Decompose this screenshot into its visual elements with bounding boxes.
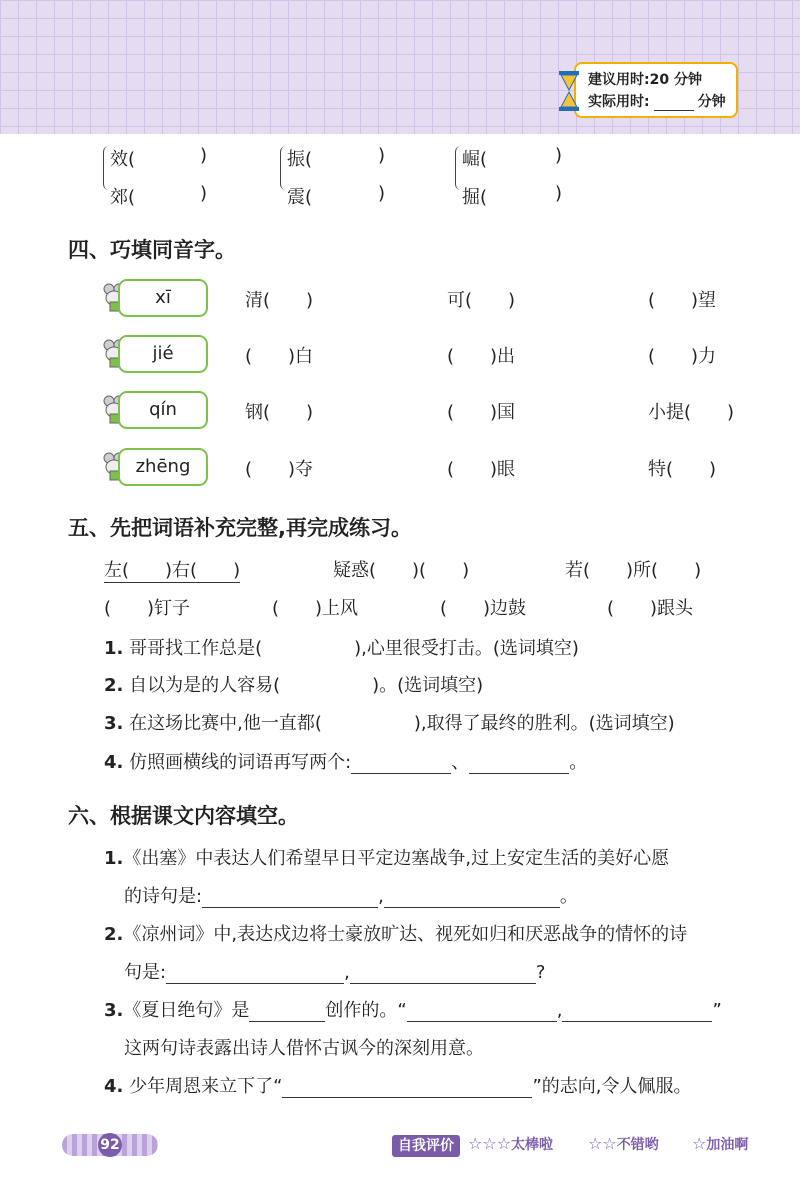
fill-item[interactable]: ( )力 — [648, 346, 717, 367]
word-fill[interactable]: ( )钉子 — [104, 598, 191, 619]
fill-item[interactable]: 清( ) — [245, 290, 314, 311]
s6-question-1-line1: 1.《出塞》中表达人们希望早日平定边塞战争,过上安定生活的美好心愿 — [104, 848, 670, 869]
self-eval-good[interactable]: ☆☆不错哟 — [588, 1134, 659, 1153]
suggest-time: 建议用时:20 分钟 — [588, 72, 702, 88]
page-number: 92 — [98, 1133, 122, 1157]
s5-question-4: 4. 仿照画横线的词语再写两个: 、 。 — [104, 752, 588, 773]
self-eval-label: 自我评价 — [392, 1135, 460, 1157]
pinyin-box: jié — [118, 335, 208, 373]
section-5-title: 五、先把词语补充完整,再完成练习。 — [68, 516, 412, 540]
answer-line[interactable] — [469, 755, 569, 774]
fill-item[interactable]: 特( ) — [648, 459, 717, 480]
word-fill[interactable]: ( )边鼓 — [440, 598, 527, 619]
star-icon: ☆ — [692, 1134, 707, 1153]
word-fill[interactable]: 疑惑( )( ) — [333, 560, 470, 581]
s6-question-3-line2: 这两句诗表露出诗人借怀古讽今的深刻用意。 — [124, 1038, 484, 1059]
s5-question-3: 3. 在这场比赛中,他一直都( ),取得了最终的胜利。(选词填空) — [104, 713, 675, 734]
section-6-title: 六、根据课文内容填空。 — [68, 804, 299, 828]
pair-1-bottom: 郊( — [110, 187, 136, 208]
pair-3-bottom-close: ) — [555, 183, 563, 204]
pair-1-top: 效( — [110, 149, 136, 170]
pair-1-top-close: ) — [200, 145, 208, 166]
word-fill[interactable]: 左( )右( ) — [104, 556, 240, 583]
fill-item[interactable]: 钢( ) — [245, 402, 314, 423]
answer-line[interactable] — [166, 965, 344, 984]
answer-line[interactable] — [282, 1079, 532, 1098]
answer-line[interactable] — [562, 1003, 712, 1022]
fill-item[interactable]: ( )眼 — [447, 459, 516, 480]
s6-question-2-line1: 2.《凉州词》中,表达戍边将士豪放旷达、视死如归和厌恶战争的情怀的诗 — [104, 924, 688, 945]
fill-item[interactable]: ( )白 — [245, 346, 314, 367]
section-4-title: 四、巧填同音字。 — [68, 238, 236, 262]
pair-1-bottom-close: ) — [200, 183, 208, 204]
s6-question-3-line1: 3.《夏日绝句》是 创作的。“ , ” — [104, 1000, 722, 1021]
pair-3-top: 崛( — [462, 149, 488, 170]
self-eval-try[interactable]: ☆加油啊 — [692, 1134, 749, 1153]
pair-3-top-close: ) — [555, 145, 563, 166]
s6-question-4: 4. 少年周恩来立下了“ ”的志向,令人佩服。 — [104, 1076, 692, 1097]
word-fill[interactable]: 若( )所( ) — [565, 560, 702, 581]
fill-item[interactable]: ( )夺 — [245, 459, 314, 480]
answer-line[interactable] — [350, 965, 536, 984]
pair-2-bottom: 震( — [287, 187, 313, 208]
word-fill[interactable]: ( )上风 — [272, 598, 359, 619]
pair-2-bottom-close: ) — [378, 183, 386, 204]
answer-line[interactable] — [351, 755, 451, 774]
star-icon: ☆☆ — [588, 1134, 617, 1153]
pinyin-box: zhēng — [118, 448, 208, 486]
s5-question-2: 2. 自以为是的人容易( )。(选词填空) — [104, 675, 484, 696]
fill-item[interactable]: 小提( ) — [648, 402, 735, 423]
self-eval-great[interactable]: ☆☆☆太棒啦 — [468, 1134, 554, 1153]
word-fill[interactable]: ( )跟头 — [607, 598, 694, 619]
answer-line[interactable] — [407, 1003, 557, 1022]
pair-2-top: 振( — [287, 149, 313, 170]
pair-3-bottom: 掘( — [462, 187, 488, 208]
hourglass-icon — [558, 70, 580, 112]
star-icon: ☆☆☆ — [468, 1134, 512, 1153]
answer-line[interactable] — [384, 889, 560, 908]
fill-item[interactable]: ( )国 — [447, 402, 516, 423]
time-box — [574, 62, 738, 118]
s6-question-2-line2: 句是: , ? — [124, 962, 546, 983]
s5-question-1: 1. 哥哥找工作总是( ),心里很受打击。(选词填空) — [104, 638, 579, 659]
pinyin-box: qín — [118, 391, 208, 429]
s6-question-1-line2: 的诗句是: , 。 — [124, 886, 578, 907]
actual-time: 实际用时: 分钟 — [588, 94, 726, 110]
answer-line[interactable] — [202, 889, 378, 908]
pair-2-top-close: ) — [378, 145, 386, 166]
fill-item[interactable]: 可( ) — [447, 290, 516, 311]
fill-item[interactable]: ( )望 — [648, 290, 717, 311]
fill-item[interactable]: ( )出 — [447, 346, 516, 367]
answer-line[interactable] — [249, 1003, 325, 1022]
pinyin-box: xī — [118, 279, 208, 317]
